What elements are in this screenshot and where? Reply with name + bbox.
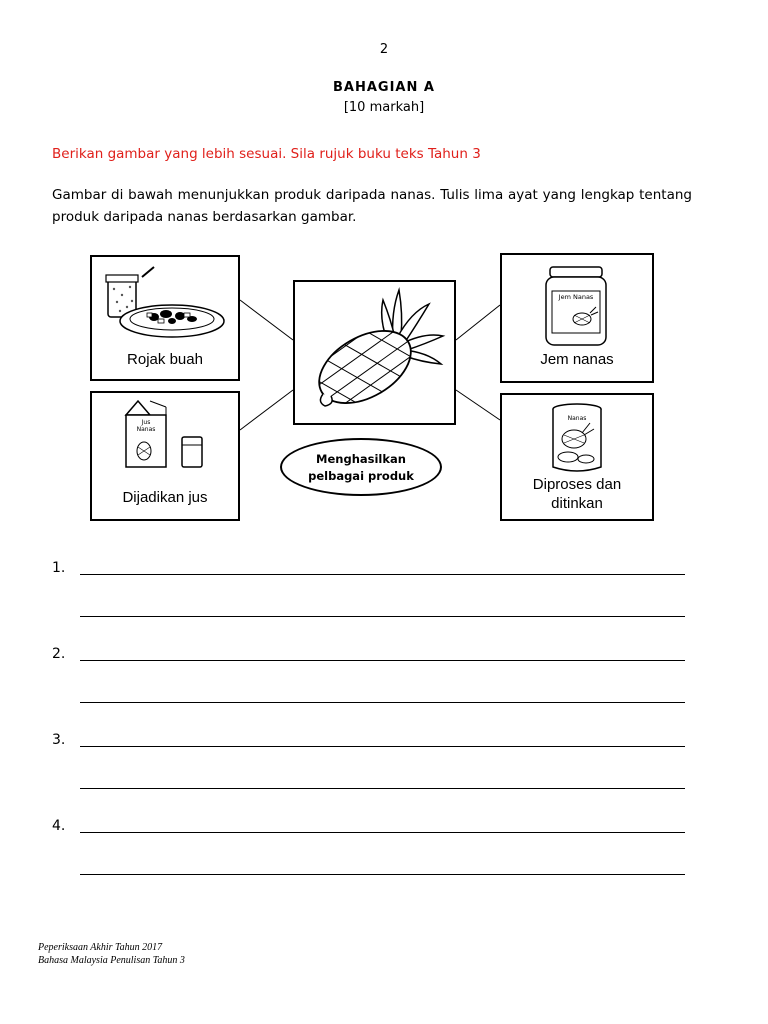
answer-line[interactable] — [80, 616, 685, 617]
center-oval — [280, 438, 442, 496]
label-dijadikan-jus: Dijadikan jus — [122, 489, 208, 506]
answer-number-1: 1. — [52, 560, 66, 576]
label-diproses-ditinkan — [502, 475, 652, 513]
oval-line-2: pelbagai produk — [308, 469, 414, 483]
tin-label-line1: Diproses dan — [532, 476, 622, 493]
section-title: BAHAGIAN A — [333, 80, 435, 95]
answer-line[interactable] — [80, 746, 685, 747]
oval-line-1: Menghasilkan — [316, 452, 406, 466]
juice-illustration — [92, 393, 238, 479]
answer-line[interactable] — [80, 788, 685, 789]
pineapple-icon — [295, 282, 454, 423]
instruction: Berikan gambar yang lebih sesuai. Sila rujuk buku teks Tahun 3 — [52, 146, 481, 162]
page-number: 2 — [379, 42, 389, 57]
carton-label — [128, 419, 164, 433]
answer-number-4: 4. — [52, 818, 66, 834]
answer-line[interactable] — [80, 832, 685, 833]
tin-label-line2: ditinkan — [551, 495, 603, 512]
box-jem-nanas — [500, 253, 654, 383]
box-diproses-ditinkan — [500, 393, 654, 521]
footer-line-1: Peperiksaan Akhir Tahun 2017 — [38, 942, 163, 953]
answer-line[interactable] — [80, 660, 685, 661]
footer-line-2: Bahasa Malaysia Penulisan Tahun 3 — [38, 955, 185, 966]
carton-label-line2: Nanas — [136, 426, 156, 433]
answer-number-3: 3. — [52, 732, 66, 748]
jar-label-text: Jem Nanas — [558, 293, 594, 301]
box-dijadikan-jus — [90, 391, 240, 521]
answer-line[interactable] — [80, 702, 685, 703]
can-label-text: Nanas — [567, 415, 587, 422]
box-pineapple — [293, 280, 456, 425]
answer-line[interactable] — [80, 874, 685, 875]
section-marks: [10 markah] — [343, 100, 425, 115]
diagram — [0, 245, 768, 535]
question-text: Gambar di bawah menunjukkan produk daripada nanas. Tulis lima ayat yang lengkap tentang produk daripada nanas berdasarkan gambar. — [52, 187, 692, 225]
rojak-illustration — [92, 257, 238, 347]
jam-jar-illustration — [502, 255, 652, 349]
answer-number-2: 2. — [52, 646, 66, 662]
can-illustration — [502, 395, 652, 479]
answer-line[interactable] — [80, 574, 685, 575]
label-jem-nanas: Jem nanas — [540, 351, 614, 368]
carton-label-line1: Jus — [141, 419, 151, 426]
label-rojak-buah: Rojak buah — [127, 351, 203, 368]
box-rojak-buah — [90, 255, 240, 381]
